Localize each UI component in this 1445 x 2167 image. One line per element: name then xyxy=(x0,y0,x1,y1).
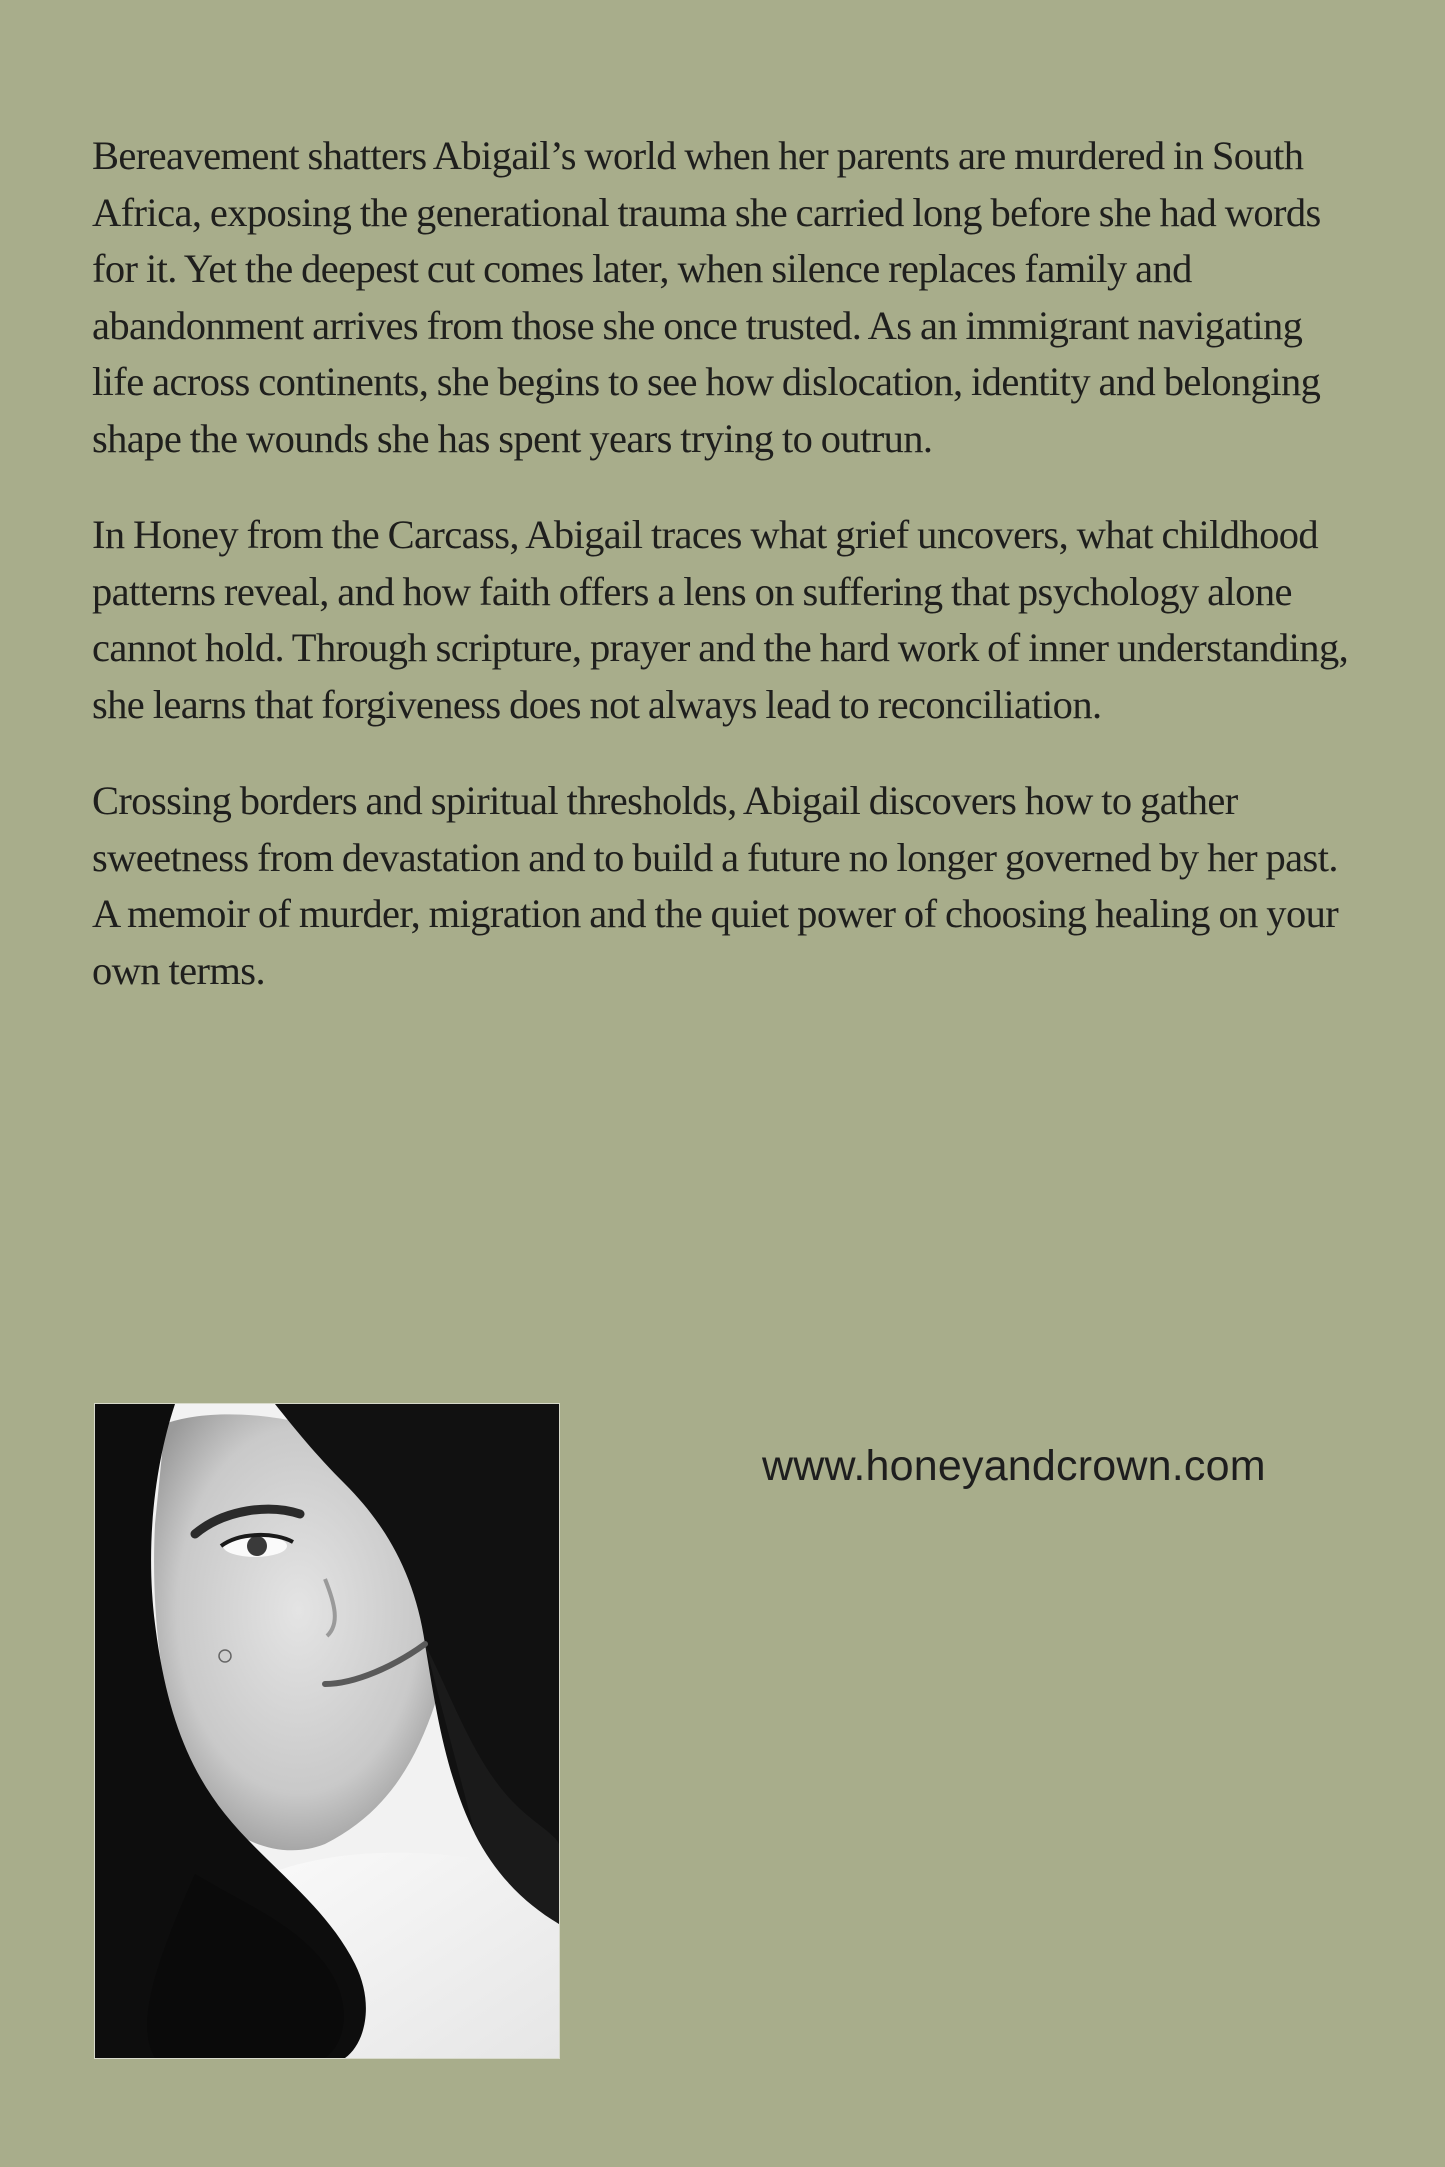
author-photo xyxy=(95,1404,559,2058)
back-cover-blurb xyxy=(92,128,1352,999)
website-link[interactable]: www.honeyandcrown.com xyxy=(762,1442,1266,1490)
blurb-paragraph-3: Crossing borders and spiritual thresholds, Abigail discovers how to gather sweetness from devastation and to build a future no longer governed by her past. A memoir of murder, migration and the quiet power of choosing healing on your own terms. xyxy=(92,778,1339,993)
blurb-paragraph-1: Bereavement shatters Abigail’s world when her parents are murdered in South Africa, exposing the generational trauma she carried long before she had words for it. Yet the deepest cut comes later, when silence replaces family and abandonment arrives from those she once trusted. As an immigrant navigating life across continents, she begins to see how dislocation, identity and belonging shape the wounds she has spent years trying to outrun. xyxy=(92,133,1321,461)
portrait-image xyxy=(95,1404,559,2058)
blurb-paragraph-2: In Honey from the Carcass, Abigail traces what grief uncovers, what childhood patterns reveal, and how faith offers a lens on suffering that psychology alone cannot hold. Through scripture, prayer and the hard work of inner understanding, she learns that forgiveness does not always lead to reconciliation. xyxy=(92,512,1349,727)
